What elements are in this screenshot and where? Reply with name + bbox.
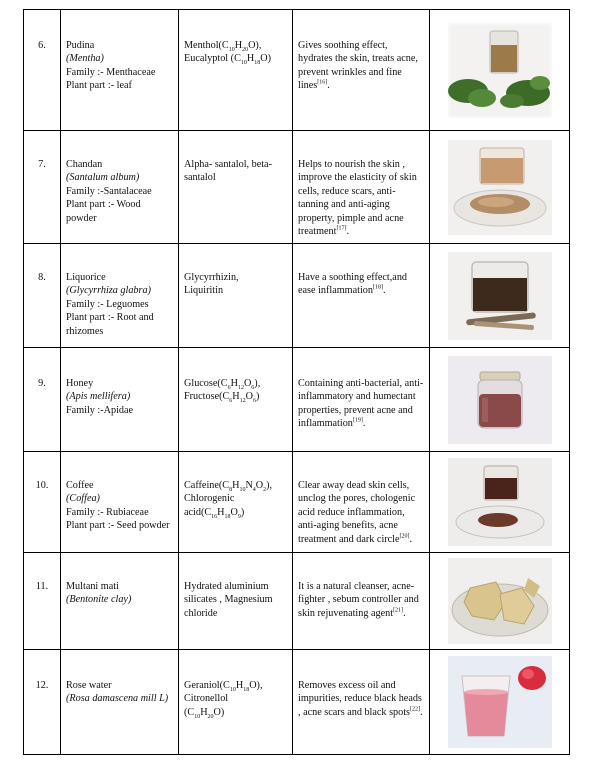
row-number: 12. — [35, 680, 49, 691]
constituent-line: Liquiritin — [184, 285, 224, 297]
table-row — [24, 348, 570, 452]
reference-number: [19] — [352, 417, 363, 424]
rose-water-glass-image — [448, 656, 552, 748]
row-number: 11. — [35, 581, 49, 592]
plant-family: Family :- Rubiaceae — [66, 506, 149, 518]
constituent-line: $acid(C_{16}H_{18}O_9)$ — [184, 506, 245, 520]
constituent-line: $Glucose(C_6H_{12}O_6)$, — [184, 378, 261, 392]
constituent-line: $(C_{10}H_{20}O)$ — [184, 706, 225, 720]
plant-family: Family :- Leguomes — [66, 298, 149, 310]
plant-family: Family :-Santalaceae — [66, 185, 152, 197]
honey-jar-image — [448, 356, 552, 444]
row-number: 10. — [35, 480, 49, 491]
scientific-name: (Glycyrrhiza glabra) — [66, 285, 151, 297]
scientific-name: (Santalum album) — [66, 172, 140, 184]
constituent-line: Citronellol — [184, 693, 229, 705]
plant-name: Chandan — [66, 159, 103, 170]
plant-name: Rose water — [66, 680, 112, 691]
plant-name: Pudina — [66, 40, 95, 51]
table-row — [24, 131, 570, 244]
skin-benefit-text: It is a natural cleanser, acne-fighter , sebum controller and skin rejuvenating agent[21]. — [298, 581, 419, 619]
plant-name: Coffee — [66, 480, 94, 491]
skin-benefit-text: Have a soothing effect,and ease inflammation[18]. — [298, 272, 408, 297]
reference-number: [22] — [410, 706, 421, 713]
multani-mitti-clay-image — [448, 558, 552, 644]
row-number: 9. — [38, 378, 46, 389]
reference-number: [16] — [317, 79, 328, 86]
table-row — [24, 553, 570, 650]
sandalwood-powder-image — [448, 140, 552, 235]
constituent-line: $Fructose(C_6H_{12}O_6)$ — [184, 391, 260, 405]
mint-leaves-jar-image — [448, 23, 552, 118]
constituent-line: Alpha- santalol, beta-santalol — [184, 159, 272, 184]
scientific-name: (Apis mellifera) — [66, 391, 131, 403]
constituent-line: $Geraniol(C_{10}H_{18}O)$, — [184, 680, 263, 694]
row-number: 8. — [38, 272, 46, 283]
scientific-name: (Coffea) — [66, 493, 100, 505]
herbal-ingredients-table — [23, 9, 570, 755]
row-number: 6. — [38, 40, 46, 51]
constituent-line: $Caffeine(C_8H_{10}N_4O_2)$, — [184, 480, 273, 494]
plant-part: Plant part :- Root and rhizomes — [66, 312, 154, 337]
constituent-line: Glycyrrhizin, — [184, 272, 239, 283]
reference-number: [20] — [399, 533, 410, 540]
plant-family: Family :- Menthaceae — [66, 66, 156, 78]
plant-name: Multani mati — [66, 581, 119, 592]
constituent-line: $Menthol(C_{10}H_{20}O)$, — [184, 40, 262, 54]
scientific-name: (Bentonite clay) — [66, 594, 132, 606]
plant-name: Honey — [66, 378, 94, 389]
reference-number: [17] — [336, 225, 347, 232]
row-number: 7. — [38, 159, 46, 170]
table-row — [24, 452, 570, 553]
reference-number: [18] — [372, 285, 383, 292]
skin-benefit-text: Clear away dead skin cells, unclog the pores, chologenic acid reduce inflammation, anti-aging benefits, acne treatment and dark circle[20]. — [298, 480, 416, 545]
liquorice-root-beaker-image — [448, 252, 552, 340]
scientific-name: (Mentha) — [66, 53, 104, 65]
plant-part: Plant part :- Wood powder — [66, 199, 141, 224]
plant-family: Family :-Apidae — [66, 404, 134, 416]
constituent-line: Hydrated aluminium silicates , Magnesium chloride — [184, 581, 273, 619]
skin-benefit-text: Helps to nourish the skin , improve the elasticity of skin cells, reduce scars, anti-tanning and anti-aging property, pimple and acne treatment[17]. — [298, 159, 417, 238]
table-row — [24, 10, 570, 131]
constituent-line: Chlorogenic — [184, 493, 235, 505]
plant-name: Liquorice — [66, 272, 106, 283]
reference-number: [21] — [393, 607, 404, 614]
scientific-name: (Rosa damascena mill L) — [66, 693, 169, 705]
constituent-line: Eucalyptol $(C_{10}H_{18}O)$ — [184, 53, 271, 67]
coffee-powder-image — [448, 458, 552, 546]
skin-benefit-text: Containing anti-bacterial, anti-inflammatory and humectant properties, prevent acne and inflammation[19]. — [298, 378, 424, 430]
skin-benefit-text: Gives soothing effect, hydrates the skin, treats acne, prevent wrinkles and fine lines[16]. — [298, 40, 418, 92]
table-row — [24, 650, 570, 755]
plant-part: Plant part :- Seed powder — [66, 520, 170, 532]
skin-benefit-text: Removes excess oil and impurities, reduce black heads , acne scars and black spots[22]. — [298, 680, 423, 718]
table-row — [24, 244, 570, 348]
plant-part: Plant part :- leaf — [66, 80, 132, 92]
